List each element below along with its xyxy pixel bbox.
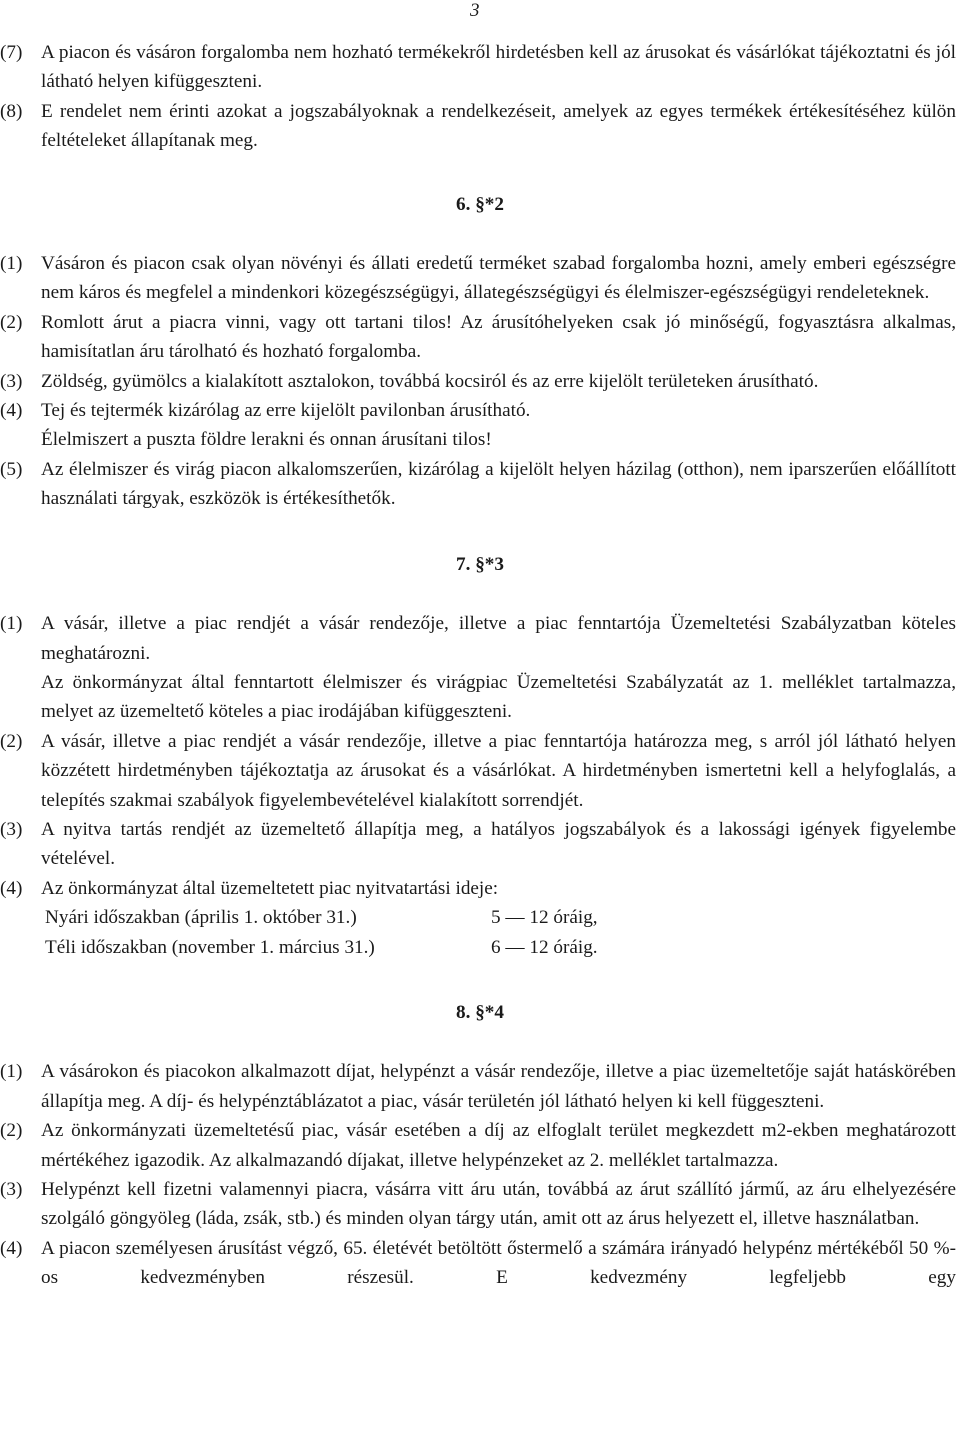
paragraph-number: (1) [0, 253, 23, 275]
paragraph-number: (3) [0, 1179, 23, 1200]
paragraph-number: (2) [0, 730, 23, 752]
section7-item-2 [0, 727, 956, 815]
section6-item-4 [0, 396, 956, 425]
paragraph-text: Vásáron és piacon csak olyan növényi és állati eredetű terméket szabad forgalomba hozni, amely emberi egészségre nem káros és megfelel a mindenkori közegészségügyi, állategészségügyi és élelmiszer-egészségügyi rendeleteknek. [41, 253, 956, 304]
paragraph-text: A nyitva tartás rendjét az üzemeltető állapítja meg, a hatályos jogszabályok és a lakossági igények figyelembe vételével. [41, 818, 956, 870]
opening-hours-value: 6 — 12 óráig. [491, 936, 598, 958]
section6-item-5 [0, 455, 956, 514]
section6-item-1 [0, 249, 956, 308]
paragraph-text: A piacon és vásáron forgalomba nem hozható termékekről hirdetésben kell az árusokat és vásárlókat tájékoztatni és jól látható helyen kifüggeszteni. [41, 42, 956, 93]
opening-hours-summer [0, 903, 956, 932]
paragraph-text: Az önkormányzat által üzemeltetett piac nyitvatartási ideje: [41, 877, 499, 899]
section-heading-6: 6. §*2 [456, 193, 504, 215]
section7-item-1-continuation: Az önkormányzat által fenntartott élelmiszer és virágpiac Üzemeltetési Szabályzatát az 1. melléklet tartalmazza, melyet az üzemeltető köteles a piac irodájában kifüggeszteni. [41, 671, 956, 723]
paragraph-text: Az élelmiszer és virág piacon alkalomszerűen, kizárólag a kijelölt helyen házilag (otthon), nem iparszerűen előállított használati tárgyak, eszközök is értékesíthetők. [41, 458, 956, 510]
opening-hours-label: Téli időszakban (november 1. március 31.) [45, 936, 375, 958]
section8-item-3 [0, 1175, 956, 1234]
paragraph-text: Romlott árut a piacra vinni, vagy ott tartani tilos! Az árusítóhelyeken csak jó minőségű, fogyasztásra alkalmas, hamisítatlan áru tárolható és hozható forgalomba. [41, 311, 956, 363]
opening-hours-winter [0, 933, 956, 962]
paragraph-text: Zöldség, gyümölcs a kialakított asztalokon, továbbá kocsiról és az erre kijelölt területeken árusítható. [41, 370, 819, 392]
paragraph-text: Az önkormányzati üzemeltetésű piac, vásár esetében a díj az elfoglalt terület megkezdett m2-ekben meghatározott mértékéhez igazodik. Az alkalmazandó díjakat, illetve helypénzeket az 2. melléklet tartalmazza. [41, 1120, 956, 1171]
section6-item-3 [0, 367, 956, 396]
paragraph-text: Helypénzt kell fizetni valamennyi piacra, vásárra vitt áru után, továbbá az árut szállító jármű, az áru elhelyezésére szolgáló göngyöleg (láda, zsák, stb.) és minden olyan tárgy után, amit ott az árus helyezett el, illetve használatban. [41, 1179, 956, 1230]
paragraph-number: (4) [0, 1237, 23, 1259]
opening-hours-value: 5 — 12 óráig, [491, 907, 598, 929]
section8-item-4 [0, 1234, 956, 1293]
section7-item-4 [0, 874, 956, 903]
section7-item-1 [0, 609, 956, 668]
paragraph-number: (7) [0, 42, 23, 63]
paragraph-8 [0, 97, 956, 156]
document-body [0, 38, 956, 1293]
paragraph-number: (3) [0, 370, 23, 392]
page-number: 3 [470, 0, 480, 21]
paragraph-number: (8) [0, 100, 23, 122]
section-heading-7: 7. §*3 [456, 553, 504, 575]
paragraph-number: (5) [0, 458, 23, 480]
paragraph-text: A vásárokon és piacokon alkalmazott díjat, helypénzt a vásár rendezője, illetve a piac üzemeltetője saját hatáskörében állapítja meg. A díj- és helypénztáblázatot a piac, vásár területén jól látható helyen ki kell függeszteni. [41, 1061, 956, 1112]
section8-item-2 [0, 1116, 956, 1175]
paragraph-text: A piacon személyesen árusítást végző, 65. életévét betöltött őstermelő a számára irányadó helypénz mértékéből 50 %-os kedvezményben részesül. E kedvezmény legfeljebb egy [41, 1237, 956, 1289]
section6-item-4-continuation: Élelmiszert a puszta földre lerakni és onnan árusítani tilos! [41, 429, 492, 451]
paragraph-number: (2) [0, 311, 23, 333]
section-heading-8: 8. §*4 [456, 1001, 504, 1023]
paragraph-number: (1) [0, 613, 23, 635]
paragraph-text: E rendelet nem érinti azokat a jogszabályoknak a rendelkezéseit, amelyek az egyes termékek értékesítéséhez külön feltételeket állapítanak meg. [41, 100, 956, 152]
paragraph-7 [0, 38, 956, 97]
section8-item-1 [0, 1057, 956, 1116]
section6-item-2 [0, 308, 956, 367]
paragraph-text: Tej és tejtermék kizárólag az erre kijelölt pavilonban árusítható. [41, 400, 531, 422]
paragraph-text: A vásár, illetve a piac rendjét a vásár rendezője, illetve a piac fenntartója Üzemeltetési Szabályzatban köteles meghatározni. [41, 613, 956, 664]
paragraph-number: (4) [0, 877, 23, 899]
paragraph-text: A vásár, illetve a piac rendjét a vásár rendezője, illetve a piac fenntartója határozza meg, s arról jól látható helyen közzétett hirdetményben tájékoztatja az árusokat és a vásárlókat. A hirdetményben ismertetni kell a helyfoglalás, a telepítés szakmai szabályok figyelembevételével kialakított sorrendjét. [41, 730, 956, 811]
opening-hours-label: Nyári időszakban (április 1. október 31.) [45, 907, 357, 929]
paragraph-number: (2) [0, 1120, 23, 1142]
paragraph-number: (4) [0, 400, 23, 422]
paragraph-number: (1) [0, 1061, 23, 1083]
paragraph-number: (3) [0, 818, 23, 840]
section7-item-3 [0, 815, 956, 874]
